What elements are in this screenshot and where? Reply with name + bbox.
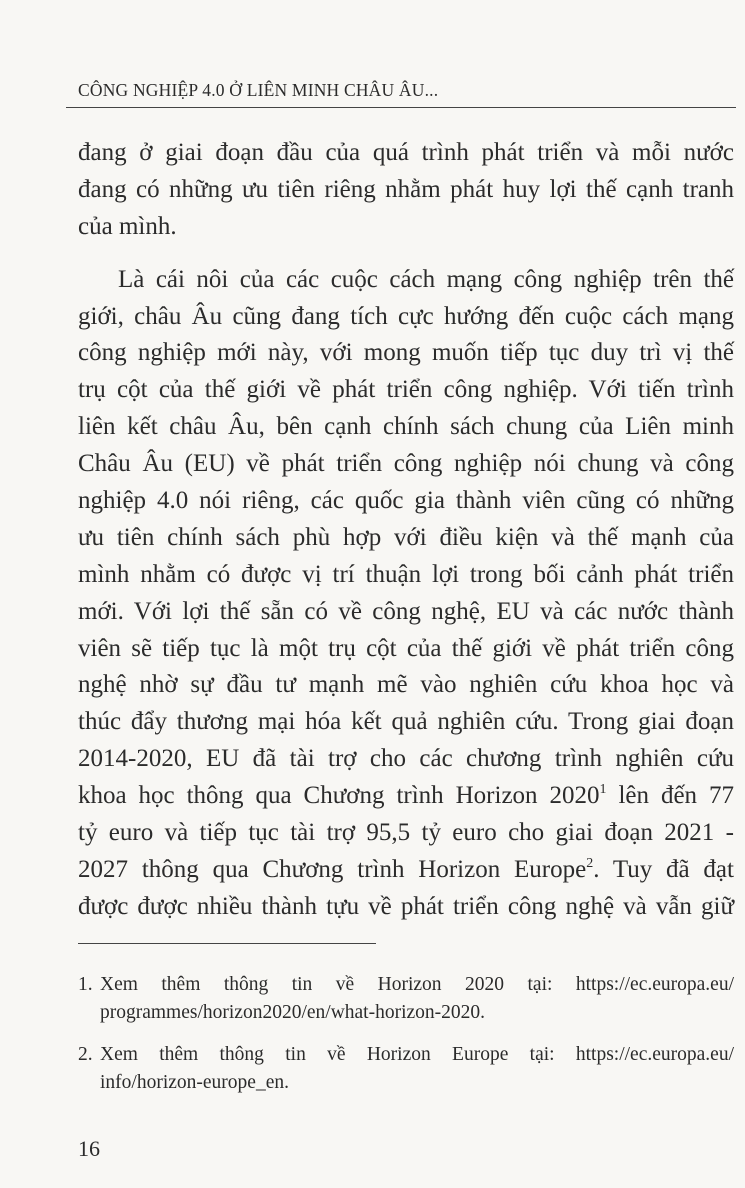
footnote-text: Xem thêm thông tin về Horizon Europe tại: https://ec.europa.eu/ bbox=[100, 1044, 734, 1065]
paragraph-2 bbox=[78, 262, 734, 926]
page-number: 16 bbox=[78, 1136, 100, 1161]
footnote-2 bbox=[78, 1041, 734, 1097]
footnote-number: 2. bbox=[78, 1044, 93, 1065]
text-line: Châu Âu (EU) về phát triển công nghiệp nói chung và công bbox=[78, 450, 734, 478]
text-line: 2014-2020, EU đã tài trợ cho các chương trình nghiên cứu bbox=[78, 745, 734, 773]
header-rule bbox=[66, 107, 736, 108]
footnote-url: programmes/horizon2020/en/what-horizon-2020. bbox=[100, 1002, 486, 1023]
running-header: CÔNG NGHIỆP 4.0 Ở LIÊN MINH CHÂU ÂU... bbox=[78, 80, 439, 100]
footnote-ref-2[interactable]: 2 bbox=[586, 856, 594, 872]
text-line: nghiệp 4.0 nói riêng, các quốc gia thành viên cũng có những bbox=[78, 487, 734, 515]
text-line: nghệ nhờ sự đầu tư mạnh mẽ vào nghiên cứu khoa học và bbox=[78, 671, 734, 699]
text-line: đang ở giai đoạn đầu của quá trình phát triển và mỗi nước bbox=[78, 139, 734, 166]
footnote-ref-1[interactable]: 1 bbox=[599, 782, 607, 798]
line-text: lên đến 77 bbox=[606, 782, 734, 810]
line-text: . Tuy đã đạt bbox=[593, 855, 734, 883]
footnote-url: info/horizon-europe_en. bbox=[100, 1072, 289, 1093]
text-line: giới, châu Âu cũng đang tích cực hướng đến cuộc cách mạng bbox=[78, 302, 734, 330]
text-line: Là cái nôi của các cuộc cách mạng công nghiệp trên thế bbox=[118, 265, 734, 293]
line-text: 2027 thông qua Chương trình Horizon Europe bbox=[78, 855, 587, 883]
paragraph-1 bbox=[78, 135, 734, 246]
text-line: liên kết châu Âu, bên cạnh chính sách chung của Liên minh bbox=[78, 413, 734, 441]
footnotes bbox=[78, 971, 734, 1111]
footnote-separator bbox=[78, 943, 376, 944]
text-line: ưu tiên chính sách phù hợp với điều kiện và thế mạnh của bbox=[78, 523, 734, 551]
body-text bbox=[78, 135, 734, 926]
text-line: đang có những ưu tiên riêng nhằm phát huy lợi thế cạnh tranh bbox=[78, 175, 734, 203]
text-line: mới. Với lợi thế sẵn có về công nghệ, EU và các nước thành bbox=[78, 597, 734, 625]
text-line: của mình. bbox=[78, 212, 177, 240]
text-line: công nghiệp mới này, với mong muốn tiếp tục duy trì vị thế bbox=[78, 339, 734, 367]
text-line: được được nhiều thành tựu về phát triển công nghệ và vẫn giữ bbox=[78, 892, 734, 920]
footnote-text: Xem thêm thông tin về Horizon 2020 tại: https://ec.europa.eu/ bbox=[100, 974, 734, 995]
text-line: thúc đẩy thương mại hóa kết quả nghiên cứu. Trong giai đoạn bbox=[78, 708, 734, 736]
paragraph-gap bbox=[78, 246, 734, 262]
text-line: trụ cột của thế giới về phát triển công nghiệp. Với tiến trình bbox=[78, 376, 734, 404]
footnote-number: 1. bbox=[78, 974, 93, 995]
line-text: khoa học thông qua Chương trình Horizon 2020 bbox=[78, 782, 600, 810]
text-line: viên sẽ tiếp tục là một trụ cột của thế giới về phát triển công bbox=[78, 634, 734, 662]
text-line-with-footnote bbox=[78, 778, 734, 815]
text-line: tỷ euro và tiếp tục tài trợ 95,5 tỷ euro cho giai đoạn 2021 - bbox=[78, 819, 734, 847]
text-line-with-footnote bbox=[78, 852, 734, 889]
text-line: mình nhằm có được vị trí thuận lợi trong bối cảnh phát triển bbox=[78, 560, 734, 588]
footnote-1 bbox=[78, 971, 734, 1027]
